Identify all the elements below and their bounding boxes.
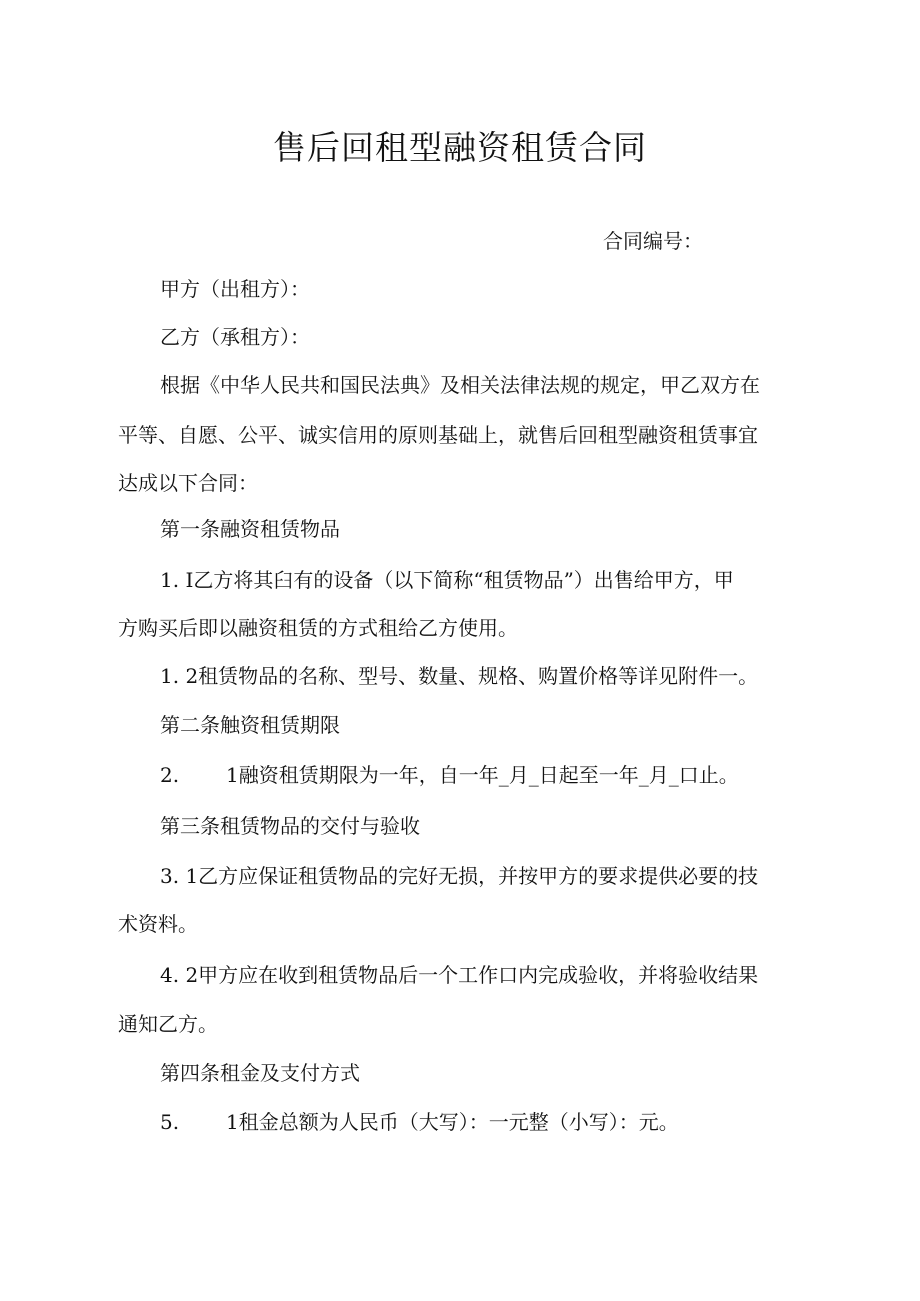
clause-4-1: [160, 1107, 679, 1137]
preamble-line-1: 根据《中华人民共和国民法典》及相关法律法规的规定，甲乙双方在: [160, 373, 760, 397]
preamble-line-2: 平等、自愿、公平、诚实信用的原则基础上，就售后回租型融资租赁事宜: [118, 423, 758, 447]
party-a-label: 甲方（出租方）：: [160, 277, 310, 301]
clause-2-1-number: 2.: [160, 763, 180, 787]
preamble-line-3: 达成以下合同：: [118, 471, 258, 495]
clause-4-1-text: 1租金总额为人民币（大写）：一元整（小写）：元。: [226, 1110, 679, 1134]
section-4-heading: 第四条租金及支付方式: [160, 1061, 360, 1085]
section-1-heading: 第一条融资租赁物品: [160, 517, 340, 541]
contract-number-label: 合同编号：: [603, 229, 703, 253]
clause-1-1-line-1: 1. I乙方将其臼有的设备（以下简称“租赁物品”）出售给甲方，甲: [160, 568, 734, 592]
clause-3-2-line-2: 通知乙方。: [118, 1012, 218, 1036]
clause-2-1-text: 1融资租赁期限为一年，自一年_月_日起至一年_月_口止。: [226, 763, 739, 787]
clause-4-1-number: 5.: [160, 1110, 180, 1134]
clause-3-1-line-2: 术资料。: [118, 912, 198, 936]
clause-1-1-line-2: 方购买后即以融资租赁的方式租给乙方使用。: [118, 616, 518, 640]
section-2-heading: 第二条触资租赁期限: [160, 713, 340, 737]
clause-3-1-line-1: 3. 1乙方应保证租赁物品的完好无损，并按甲方的要求提供必要的技: [160, 864, 759, 888]
clause-2-1: [160, 760, 739, 790]
party-b-label: 乙方（承租方）：: [160, 325, 310, 349]
section-3-heading: 第三条租赁物品的交付与验收: [160, 814, 420, 838]
clause-1-2: 1. 2租赁物品的名称、型号、数量、规格、购置价格等详见附件一。: [160, 664, 759, 688]
document-title: 售后回租型融资租赁合同: [273, 128, 647, 167]
clause-3-2-line-1: 4. 2甲方应在收到租赁物品后一个工作口内完成验收，并将验收结果: [160, 963, 759, 987]
